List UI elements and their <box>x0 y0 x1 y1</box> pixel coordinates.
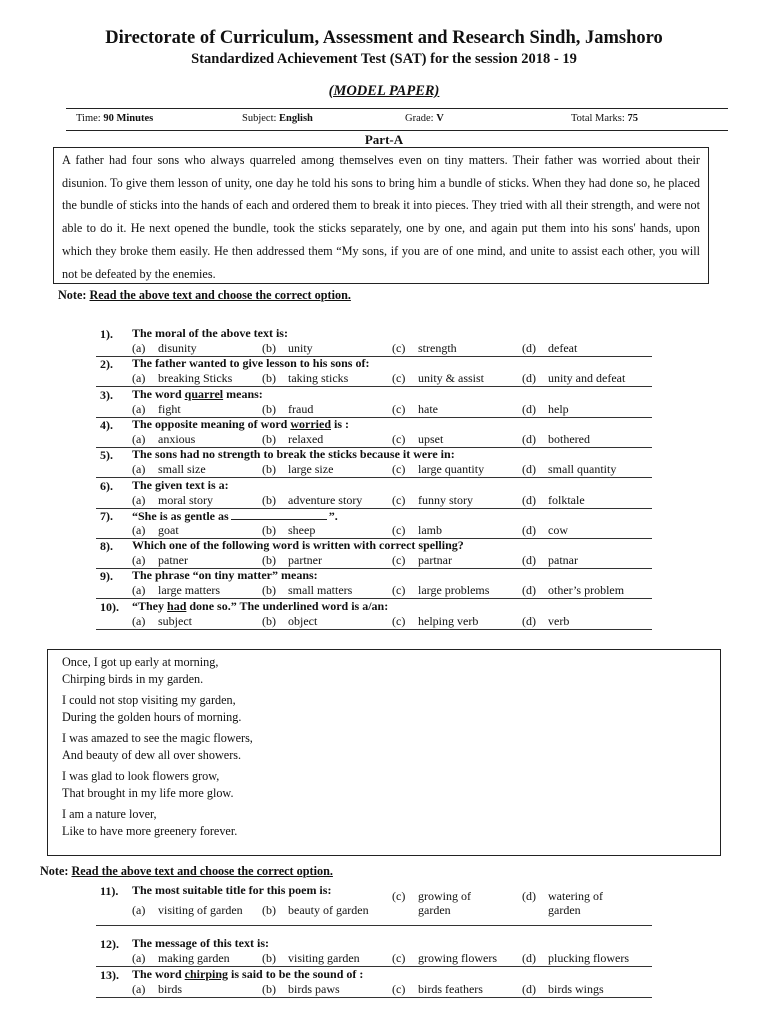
option-text: help <box>548 401 569 416</box>
option-text: bothered <box>548 431 590 446</box>
poem-stanza <box>62 806 706 840</box>
option-d[interactable] <box>522 553 578 568</box>
question-number: 11). <box>100 884 119 898</box>
option-label: (b) <box>262 583 276 598</box>
option-label: (d) <box>522 613 536 628</box>
underlined-word: worried <box>290 416 331 431</box>
option-text: sheep <box>288 522 316 537</box>
question-text <box>132 387 263 402</box>
poem-line: And beauty of dew all over showers. <box>62 748 242 762</box>
question-number: 1). <box>100 327 113 341</box>
option-d[interactable] <box>522 583 624 598</box>
option-label: (b) <box>262 553 276 568</box>
question-text-part: The father wanted to give lesson to his sons of: <box>132 356 370 371</box>
option-b[interactable] <box>262 341 313 356</box>
model-paper-label: (MODEL PAPER) <box>328 83 440 99</box>
option-text: large quantity <box>418 462 485 477</box>
option-label: (b) <box>262 903 276 917</box>
option-d[interactable] <box>522 614 569 629</box>
question-row <box>96 508 652 539</box>
question-number: 12). <box>100 937 119 951</box>
option-text: verb <box>548 613 570 628</box>
info-bottom-rule <box>66 130 728 131</box>
option-text: anxious <box>158 431 196 446</box>
question-text-part: The sons had no strength to break the sticks because it were in: <box>132 447 455 462</box>
option-label: (c) <box>392 889 406 903</box>
question-row <box>96 447 652 478</box>
option-label: (a) <box>132 462 146 477</box>
question-number: 4). <box>100 417 113 432</box>
poem-stanza <box>62 654 706 688</box>
option-d[interactable] <box>522 523 568 538</box>
poem-stanza <box>62 730 706 764</box>
question-row <box>96 356 652 387</box>
question-text <box>132 883 331 898</box>
option-text: partner <box>288 553 322 568</box>
option-label: (b) <box>262 522 276 537</box>
question-text <box>132 936 269 951</box>
question-text <box>132 538 464 553</box>
poem-line: During the golden hours of morning. <box>62 710 242 724</box>
question-text-part: is : <box>331 416 349 431</box>
option-label: (b) <box>262 982 276 996</box>
option-c[interactable] <box>392 371 484 386</box>
option-text: birds <box>158 982 182 996</box>
option-d[interactable] <box>522 982 604 997</box>
question-text-part: The word <box>132 386 185 401</box>
option-label: (a) <box>132 951 146 965</box>
option-text: large problems <box>418 583 490 598</box>
option-text: lamb <box>418 522 442 537</box>
option-text: large matters <box>158 583 221 598</box>
option-b[interactable] <box>262 903 369 918</box>
option-d[interactable] <box>522 341 577 356</box>
option-text: watering of garden <box>548 889 603 917</box>
question-number: 6). <box>100 478 113 493</box>
option-text: fight <box>158 401 181 416</box>
option-a[interactable] <box>132 982 182 997</box>
option-label: (d) <box>522 553 536 568</box>
question-text <box>132 508 338 524</box>
option-text: fraud <box>288 401 314 416</box>
question-row <box>96 478 652 509</box>
option-a[interactable] <box>132 951 230 966</box>
question-text-part: The most suitable title for this poem is: <box>132 883 332 897</box>
option-text: other’s problem <box>548 583 625 598</box>
question-text-part: The opposite meaning of word <box>132 416 291 431</box>
option-d[interactable] <box>522 951 629 966</box>
option-text: moral story <box>158 492 213 507</box>
option-c[interactable] <box>392 432 443 447</box>
part-a-heading: Part-A <box>364 132 404 147</box>
question-row <box>96 599 652 630</box>
option-text: upset <box>418 431 444 446</box>
question-text <box>132 568 318 583</box>
option-text: disunity <box>158 341 197 355</box>
poem-stanza <box>62 768 706 802</box>
question-row <box>96 387 652 418</box>
question-text-part: The phrase “on tiny matter” means: <box>132 568 318 583</box>
option-text: making garden <box>158 951 230 965</box>
question-number: 9). <box>100 569 113 584</box>
option-label: (b) <box>262 431 276 446</box>
option-label: (d) <box>522 371 536 386</box>
info-top-rule <box>66 108 728 109</box>
note-instruction-1: Note: Read the above text and choose the correct option. <box>58 288 351 302</box>
option-a[interactable] <box>132 523 179 538</box>
option-text: birds feathers <box>418 982 483 996</box>
option-label: (c) <box>392 462 406 477</box>
question-number: 2). <box>100 357 113 372</box>
option-b[interactable] <box>262 432 323 447</box>
option-text: breaking Sticks <box>158 371 233 386</box>
option-a[interactable] <box>132 903 243 918</box>
option-d[interactable] <box>522 493 585 508</box>
option-label: (a) <box>132 613 146 628</box>
option-a[interactable] <box>132 553 188 568</box>
info-grade: Grade: V <box>405 113 444 124</box>
option-label: (c) <box>392 613 406 628</box>
question-text-part: done so.” The underlined word is a/an: <box>186 598 389 613</box>
option-b[interactable] <box>262 523 315 538</box>
question-text <box>132 447 455 462</box>
option-label: (a) <box>132 371 146 386</box>
option-label: (d) <box>522 583 536 598</box>
option-label: (d) <box>522 889 536 903</box>
option-d[interactable] <box>522 462 616 477</box>
poem-line: I was glad to look flowers grow, <box>62 769 220 783</box>
question-number: 8). <box>100 539 113 554</box>
option-a[interactable] <box>132 493 213 508</box>
info-subject: Subject: English <box>242 113 313 124</box>
question-text <box>132 599 388 614</box>
option-a[interactable] <box>132 402 181 417</box>
option-label: (d) <box>522 951 536 965</box>
option-label: (a) <box>132 341 146 355</box>
option-label: (a) <box>132 522 146 537</box>
option-text: growing of garden <box>418 889 471 917</box>
option-text: growing flowers <box>418 951 497 965</box>
option-b[interactable] <box>262 553 322 568</box>
option-text: adventure story <box>288 492 363 507</box>
option-text: defeat <box>548 341 578 355</box>
option-label: (a) <box>132 583 146 598</box>
option-c[interactable] <box>392 493 473 508</box>
option-label: (c) <box>392 522 406 537</box>
option-label: (c) <box>392 492 406 507</box>
option-c[interactable] <box>392 982 483 997</box>
option-text: unity and defeat <box>548 371 626 386</box>
question-row <box>96 538 652 569</box>
option-text: birds paws <box>288 982 340 996</box>
underlined-word: chirping <box>184 967 229 981</box>
option-text: unity <box>288 341 313 355</box>
poem-stanza <box>62 692 706 726</box>
option-b[interactable] <box>262 583 352 598</box>
question-row <box>96 568 652 599</box>
option-d[interactable] <box>522 889 628 917</box>
answer-blank <box>231 508 327 520</box>
option-b[interactable] <box>262 402 313 417</box>
question-text-part: Which one of the following word is written with correct spelling? <box>132 538 464 553</box>
poem-line: Once, I got up early at morning, <box>62 655 219 669</box>
option-b[interactable] <box>262 982 340 997</box>
option-text: beauty of garden <box>288 903 369 917</box>
question-text <box>132 326 288 341</box>
poem-line: I could not stop visiting my garden, <box>62 693 236 707</box>
option-c[interactable] <box>392 402 438 417</box>
option-label: (d) <box>522 401 536 416</box>
option-b[interactable] <box>262 614 317 629</box>
info-time: Time: 90 Minutes <box>76 113 154 124</box>
poem-box <box>47 649 721 856</box>
option-text: small quantity <box>548 462 617 477</box>
poem-line: I am a nature lover, <box>62 807 157 821</box>
option-a[interactable] <box>132 462 206 477</box>
question-row <box>96 417 652 448</box>
option-c[interactable] <box>392 951 497 966</box>
question-number: 13). <box>100 968 119 982</box>
option-text: patnar <box>548 553 578 568</box>
option-text: relaxed <box>288 431 324 446</box>
option-text: folktale <box>548 492 585 507</box>
question-text-part: The message of this text is: <box>132 936 269 950</box>
option-c[interactable] <box>392 583 489 598</box>
poem-line: Like to have more greenery forever. <box>62 824 238 838</box>
option-label: (c) <box>392 401 406 416</box>
option-a[interactable] <box>132 614 192 629</box>
option-label: (b) <box>262 462 276 477</box>
info-total-marks: Total Marks: 75 <box>571 113 638 124</box>
option-a[interactable] <box>132 371 232 386</box>
option-label: (c) <box>392 951 406 965</box>
question-text <box>132 478 229 493</box>
question-text-part: The word <box>132 967 185 981</box>
option-text: subject <box>158 613 192 628</box>
question-text <box>132 356 369 371</box>
option-text: taking sticks <box>288 371 349 386</box>
option-text: patner <box>158 553 188 568</box>
note-instruction-2: Note: Read the above text and choose the correct option. <box>40 864 333 878</box>
option-text: strength <box>418 341 457 355</box>
question-number: 5). <box>100 448 113 463</box>
underlined-word: quarrel <box>184 386 224 401</box>
option-label: (c) <box>392 341 406 355</box>
poem-line: That brought in my life more glow. <box>62 786 234 800</box>
option-text: visiting garden <box>288 951 360 965</box>
option-label: (b) <box>262 401 276 416</box>
question-number: 3). <box>100 387 113 402</box>
option-label: (a) <box>132 492 146 507</box>
option-label: (d) <box>522 431 536 446</box>
option-a[interactable] <box>132 341 197 356</box>
option-text: goat <box>158 522 179 537</box>
option-b[interactable] <box>262 493 362 508</box>
poem-line: Chirping birds in my garden. <box>62 672 204 686</box>
option-b[interactable] <box>262 371 348 386</box>
option-label: (c) <box>392 982 406 996</box>
option-c[interactable] <box>392 553 452 568</box>
question-row <box>96 883 652 926</box>
option-c[interactable] <box>392 462 484 477</box>
option-text: birds wings <box>548 982 604 996</box>
reading-passage: A father had four sons who always quarreled among themselves even on tiny matters. Their father was worried about their disunion. To give them lesson of unity, one day he told his sons to bring him a bundle of sticks. When they had done so, he placed the bundle of sticks into the hands of each and ordered them to break it into pieces. They tried with all their strength, and were not able to do it. He next opened the bundle, took the sticks separately, one by one, and again put them into his sons' hands, upon which they broke them easily. He then addressed them “My sons, if you are of one mind, and unite to assist each other, you will not be defeated by the enemies. <box>53 147 709 284</box>
question-text-part: means: <box>223 386 263 401</box>
question-number: 10). <box>100 599 119 614</box>
option-b[interactable] <box>262 951 360 966</box>
option-label: (c) <box>392 431 406 446</box>
option-label: (a) <box>132 431 146 446</box>
option-label: (d) <box>522 341 536 355</box>
option-text: small size <box>158 462 206 477</box>
option-label: (d) <box>522 522 536 537</box>
document-subtitle: Standardized Achievement Test (SAT) for the session 2018 - 19 <box>191 51 577 67</box>
option-label: (d) <box>522 982 536 996</box>
option-text: object <box>288 613 318 628</box>
option-label: (b) <box>262 341 276 355</box>
option-label: (c) <box>392 583 406 598</box>
option-b[interactable] <box>262 462 333 477</box>
option-label: (b) <box>262 492 276 507</box>
question-row <box>96 936 652 967</box>
option-label: (b) <box>262 951 276 965</box>
option-text: partnar <box>418 553 452 568</box>
poem-line: I was amazed to see the magic flowers, <box>62 731 253 745</box>
option-a[interactable] <box>132 583 220 598</box>
option-c[interactable] <box>392 523 442 538</box>
option-text: plucking flowers <box>548 951 629 965</box>
option-label: (c) <box>392 553 406 568</box>
option-text: helping verb <box>418 613 479 628</box>
option-d[interactable] <box>522 402 569 417</box>
option-a[interactable] <box>132 432 195 447</box>
option-text: cow <box>548 522 568 537</box>
option-text: unity & assist <box>418 371 485 386</box>
question-text-part: “She is as gentle as <box>132 508 229 523</box>
option-label: (c) <box>392 371 406 386</box>
question-text-part: ”. <box>328 508 338 523</box>
option-label: (a) <box>132 903 146 917</box>
option-label: (b) <box>262 613 276 628</box>
underlined-word: had <box>167 598 187 613</box>
option-label: (a) <box>132 401 146 416</box>
question-text-part: The given text is a: <box>132 477 229 492</box>
question-row <box>96 326 652 357</box>
option-c[interactable] <box>392 889 498 917</box>
option-label: (b) <box>262 371 276 386</box>
question-text-part: The moral of the above text is: <box>132 326 288 340</box>
option-c[interactable] <box>392 341 457 356</box>
option-text: large size <box>288 462 334 477</box>
question-text <box>132 417 349 432</box>
option-text: small matters <box>288 583 353 598</box>
option-text: hate <box>418 401 438 416</box>
question-text-part: is said to be the sound of : <box>228 967 364 981</box>
option-c[interactable] <box>392 614 478 629</box>
question-number: 7). <box>100 508 113 523</box>
document-title: Directorate of Curriculum, Assessment and Research Sindh, Jamshoro <box>105 28 663 48</box>
question-text <box>132 967 363 982</box>
option-label: (a) <box>132 553 146 568</box>
option-d[interactable] <box>522 432 590 447</box>
option-label: (a) <box>132 982 146 996</box>
option-d[interactable] <box>522 371 625 386</box>
option-label: (d) <box>522 462 536 477</box>
question-text-part: “They <box>132 598 168 613</box>
option-text: visiting of garden <box>158 903 243 917</box>
option-label: (d) <box>522 492 536 507</box>
option-text: funny story <box>418 492 473 507</box>
question-row <box>96 967 652 998</box>
